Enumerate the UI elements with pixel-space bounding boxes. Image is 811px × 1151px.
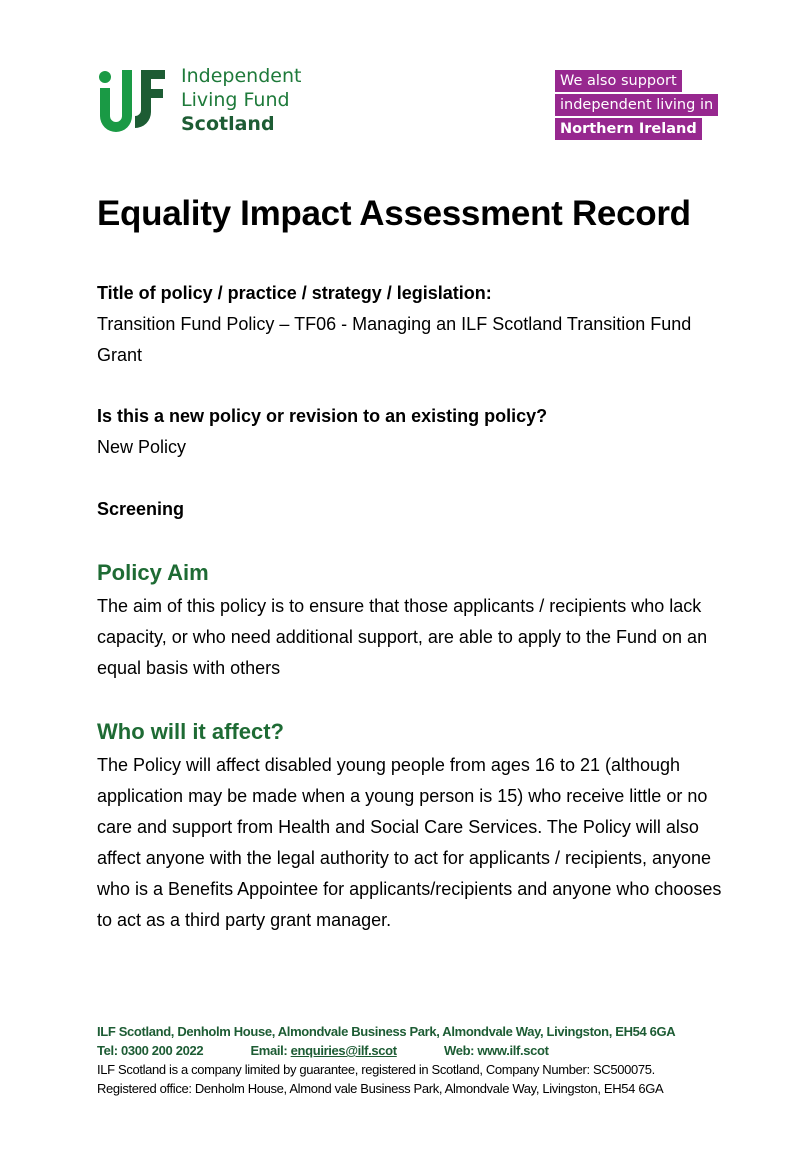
policy-title-value: Transition Fund Policy – TF06 - Managing an ILF Scotland Transition Fund Grant [97, 314, 692, 365]
policy-type-label: Is this a new policy or revision to an existing policy? [97, 406, 548, 426]
footer-web: Web: www.ilf.scot [444, 1043, 549, 1058]
logo-line: Independent [181, 65, 302, 87]
northern-ireland-badge [555, 70, 718, 142]
policy-aim-text: The aim of this policy is to ensure that those applicants / recipients who lack capacity, or who need additional support, are able to apply to the Fund on an equal basis with others [97, 596, 708, 678]
ilf-logo [97, 66, 169, 134]
badge-line: Northern Ireland [555, 118, 702, 140]
policy-title-label: Title of policy / practice / strategy / legislation: [97, 283, 492, 303]
who-affected-text: The Policy will affect disabled young people from ages 16 to 21 (although application may be made when a young person is 15) who receive little or no care and support from Health and Social Care Services. The Policy will also affect anyone with the legal authority to act for applicants / recipients, anyone who is a Benefits Appointee for applicants/recipients and anyone who chooses to act as a third party grant manager. [97, 755, 722, 930]
page-title: Equality Impact Assessment Record [97, 194, 691, 233]
ilf-logo-mark-icon [97, 66, 169, 134]
badge-line: We also support [555, 70, 682, 92]
footer-email-label: Email: [250, 1043, 288, 1058]
badge-line: independent living in [555, 94, 718, 116]
footer-email-link[interactable]: enquiries@ilf.scot [290, 1043, 397, 1058]
logo-text [181, 64, 301, 136]
footer-address: ILF Scotland, Denholm House, Almondvale Business Park, Almondvale Way, Livingston, EH54 6GA [97, 1024, 676, 1039]
who-affected-heading: Who will it affect? [97, 719, 284, 744]
screening-label: Screening [97, 499, 185, 519]
footer-tel: Tel: 0300 200 2022 [97, 1043, 204, 1058]
policy-type-value: New Policy [97, 437, 187, 457]
footer [97, 1022, 675, 1098]
footer-contacts [97, 1041, 675, 1060]
footer-registered: Registered office: Denholm House, Almond vale Business Park, Almondvale Way, Livingston, EH54 6GA [97, 1081, 664, 1096]
logo-line: Scotland [181, 113, 275, 135]
policy-aim-heading: Policy Aim [97, 560, 209, 585]
footer-company: ILF Scotland is a company limited by guarantee, registered in Scotland, Company Number: SC500075. [97, 1062, 655, 1077]
logo-line: Living Fund [181, 89, 290, 111]
